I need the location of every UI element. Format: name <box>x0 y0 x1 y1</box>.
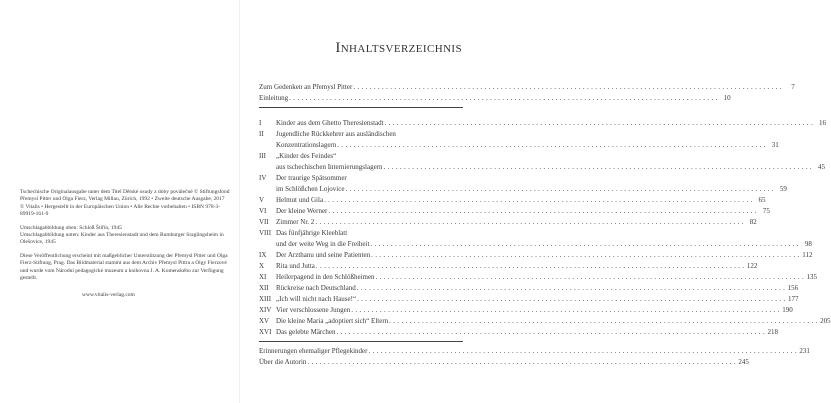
imprint-block <box>20 189 230 306</box>
toc-entry-title: Jugendliche Rückkehrer aus ausländischen <box>276 130 396 138</box>
toc-entry <box>259 184 787 195</box>
toc-leader-dots <box>357 294 785 305</box>
toc-entry <box>259 239 812 250</box>
toc-entry-title: Konzentrationslagern <box>276 141 337 149</box>
toc-chapter-number: XV <box>259 317 270 325</box>
table-of-contents <box>259 82 831 368</box>
toc-chapters <box>259 118 831 338</box>
toc-page-number: 7 <box>791 83 795 91</box>
imprint-cover-front: Umschlagabbildung oben: Schloß Štiřín, 1945 <box>20 224 122 231</box>
toc-entry <box>259 327 778 338</box>
toc-leader-dots <box>324 195 752 206</box>
toc-leader-dots <box>370 239 798 250</box>
toc-page-number: 190 <box>782 306 793 314</box>
toc-entry <box>259 129 463 140</box>
toc-entry-title: Heilerpagend in den Schlößheimen <box>276 273 375 281</box>
toc-entry-title: Der traurige Spätsommer <box>276 174 347 182</box>
toc-chapter-number: VII <box>259 218 269 226</box>
toc-front-matter <box>259 82 795 104</box>
toc-entry-title: Zimmer Nr. 2 <box>276 218 315 226</box>
toc-chapter-number: I <box>259 119 262 127</box>
toc-leader-dots <box>353 82 781 93</box>
toc-entry <box>259 82 795 93</box>
toc-leader-dots <box>376 272 804 283</box>
toc-entry <box>259 206 770 217</box>
toc-chapter-number: XIV <box>259 306 272 314</box>
toc-page-number: 98 <box>804 240 812 248</box>
toc-leader-dots <box>337 140 765 151</box>
toc-entry-title: Der Arzthanu und seine Patienten <box>276 251 371 259</box>
toc-entry <box>259 250 813 261</box>
toc-chapter-number: IX <box>259 251 267 259</box>
toc-entry <box>259 283 799 294</box>
toc-entry <box>259 357 749 368</box>
toc-page-number: 231 <box>799 347 810 355</box>
toc-page-number: 10 <box>723 94 731 102</box>
toc-entry <box>259 228 463 239</box>
imprint-cover-back: Umschlagabbildung unten: Kinder aus Theresienstadt und dem Rumburger Sraglingsheim in Olešovice, 1945 <box>20 232 224 246</box>
toc-entry <box>259 93 731 104</box>
toc-entry-title: Das fünfjährige Kleeblatt <box>276 229 348 237</box>
toc-page-number: 16 <box>819 119 827 127</box>
toc-page-number: 205 <box>820 317 831 325</box>
toc-entry-title: Einleitung <box>259 94 289 102</box>
toc-entry <box>259 305 793 316</box>
toc-leader-dots <box>384 162 812 173</box>
toc-chapter-number: VIII <box>259 229 272 237</box>
toc-entry <box>259 294 799 305</box>
toc-leader-dots <box>385 118 813 129</box>
toc-entry <box>259 346 810 357</box>
toc-entry <box>259 173 463 184</box>
toc-page-number: 112 <box>802 251 813 259</box>
toc-entry <box>259 261 758 272</box>
toc-chapter-number: V <box>259 196 265 204</box>
toc-entry-title: Rita und Jutta <box>276 262 315 270</box>
toc-leader-dots <box>307 357 735 368</box>
toc-title: Inhaltsverzeichnis <box>335 40 462 56</box>
toc-chapter-number: XII <box>259 284 269 292</box>
toc-page-number: 82 <box>749 218 757 226</box>
toc-entry <box>259 118 827 129</box>
toc-page-number: 59 <box>779 185 787 193</box>
toc-page-number: 75 <box>762 207 770 215</box>
toc-page-number: 122 <box>746 262 758 270</box>
imprint-original-title: Tschechische Originalausgabe unter dem Titel Dětské osudy z doby poválečné © Stiftungsfond Přemysl Pitter und Olga Fierz, Verlag Millau, Zürich, 1992 • Zweite deutsche Ausgabe, 2017 © Vitalis • Hergestellt in der Europäischen Union • Alle Rechte vorbehalten • ISBN 978-3-89919-161-9 <box>20 189 230 218</box>
toc-entry <box>259 195 766 206</box>
toc-leader-dots <box>345 184 773 195</box>
toc-leader-dots <box>389 316 817 327</box>
toc-entry-title: Die kleine Maria „adoptiert sich“ Eltern <box>276 317 389 325</box>
toc-leader-dots <box>336 327 764 338</box>
toc-page-number: 65 <box>758 196 766 204</box>
imprint-publication-note: Diese Veröffentlichung erscheint mit maßgeblicher Unterstützung der Přemysl Pitter und Olga Fierz-Stiftung, Prag. Das Bildmaterial stammt aus dem Archiv Přemysl Pittra a Olgy Fierzové und wurde vom Národní pedagogické muzeum a knihovna J. A. Komenského zur Verfügung gestellt. <box>20 252 228 282</box>
toc-divider-bottom <box>259 341 463 342</box>
toc-leader-dots <box>289 93 717 104</box>
toc-entry-title: im Schlößchen Lojovice <box>276 185 345 193</box>
toc-entry-title: Zum Gedenken an Přemysl Pitter <box>259 83 353 91</box>
toc-divider-top <box>259 107 463 108</box>
toc-back-matter <box>259 346 810 368</box>
toc-chapter-number: XVI <box>259 328 272 336</box>
toc-entry-title: Helmut und Gila <box>276 196 324 204</box>
toc-chapter-number: III <box>259 152 266 160</box>
toc-entry-title: Über die Autorin <box>259 358 307 366</box>
toc-leader-dots <box>357 283 785 294</box>
toc-entry <box>259 151 463 162</box>
toc-page-number: 31 <box>771 141 779 149</box>
toc-page-number: 245 <box>738 358 749 366</box>
toc-entry-title: und der weite Weg in die Freiheit <box>276 240 370 248</box>
toc-page-number: 218 <box>767 328 778 336</box>
toc-entry-title: Erinnerungen ehemaliger Pflegekinder <box>259 347 368 355</box>
toc-entry <box>259 140 779 151</box>
toc-leader-dots <box>371 250 799 261</box>
toc-chapter-number: II <box>259 130 264 138</box>
toc-entry-title: Rückreise nach Deutschland <box>276 284 356 292</box>
toc-entry-title: Vier verschlossene Jungen <box>276 306 351 314</box>
toc-page-number: 45 <box>817 163 825 171</box>
toc-entry-title: Der kleine Werner <box>276 207 328 215</box>
toc-page-number: 135 <box>806 273 818 281</box>
toc-entry-title: Kinder aus dem Ghetto Theresienstadt <box>276 119 384 127</box>
publisher-url[interactable]: www.vitalis-verlag.com <box>82 292 135 299</box>
imprint-page <box>0 0 240 403</box>
toc-entry-title: Das gelebte Märchen <box>276 328 336 336</box>
toc-entry <box>259 272 818 283</box>
toc-leader-dots <box>315 217 743 228</box>
toc-entry-title: „Ich will nicht nach Hause!“ <box>276 295 357 303</box>
toc-page-number: 177 <box>788 295 799 303</box>
toc-chapter-number: XI <box>259 273 267 281</box>
toc-entry-title: aus tschechischen Internierungslagern <box>276 163 383 171</box>
toc-leader-dots <box>328 206 756 217</box>
toc-entry-title: „Kinder des Feindes“ <box>276 152 337 160</box>
toc-entry <box>259 316 831 327</box>
toc-leader-dots <box>368 346 796 357</box>
toc-leader-dots <box>351 305 779 316</box>
toc-entry <box>259 217 757 228</box>
toc-leader-dots <box>316 261 744 272</box>
toc-chapter-number: IV <box>259 174 267 182</box>
toc-chapter-number: XIII <box>259 295 272 303</box>
toc-chapter-number: X <box>259 262 265 270</box>
toc-page-number: 156 <box>787 284 799 292</box>
toc-chapter-number: VI <box>259 207 267 215</box>
toc-entry <box>259 162 825 173</box>
